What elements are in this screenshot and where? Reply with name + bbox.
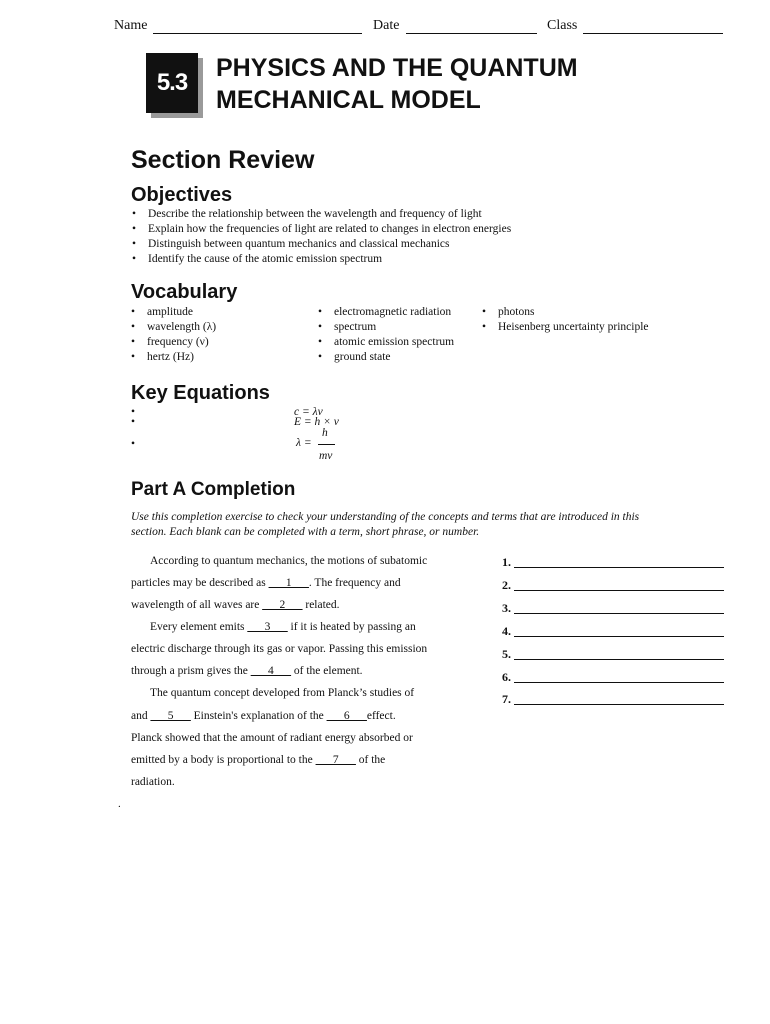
blank-1: ___1___ [268,577,309,589]
part-a-instructions: Use this completion exercise to check your understanding of the concepts and terms that are introduced in this section. Each blank can be completed with a term, short phrase, or number. [131,511,640,538]
equation-photon-energy: E = h × ν [294,416,339,428]
chapter-title [216,52,578,116]
answer-number: 7. [502,692,511,706]
equation-de-broglie-numerator: h [322,427,328,439]
answer-number: 4. [502,624,511,638]
blank-3: ___3___ [247,621,288,633]
answer-field-5[interactable] [514,659,724,660]
answer-field-4[interactable] [514,636,724,637]
fraction-bar [318,444,335,445]
passage-line-4: Every element emits ___3___ if it is heated by passing an [150,621,416,633]
vocabulary-column-2: • electromagnetic radiation • spectrum • atomic emission spectrum • ground state [318,306,455,363]
passage-line-6: through a prism gives the ___4___ of the element. [131,665,363,677]
equation-de-broglie-lhs: λ = [296,437,312,449]
objectives-heading: Objectives [131,184,233,206]
name-label: Name [114,18,148,33]
answer-number: 3. [502,601,511,615]
equation-de-broglie-denominator: mv [319,450,333,462]
objectives-list: • Describe the relationship between the wavelength and frequency of light • Explain how the frequencies of light are related to changes in electron energies • Distinguish between quantum mechanics and classical mechanics • Identify the cause of the atomic emission spectrum [132,208,512,265]
passage-line-7: The quantum concept developed from Planck’s studies of [150,687,415,699]
date-label: Date [373,18,400,33]
passage-line-9: Planck showed that the amount of radiant energy absorbed or [131,732,413,744]
blank-2: ___2___ [262,599,303,611]
equation-bullet: • [131,438,136,450]
passage-line-3: wavelength of all waves are ___2___ related. [131,599,340,611]
date-field[interactable] [406,33,537,34]
equation-bullet: • [131,406,136,418]
answer-number: 6. [502,670,511,684]
chapter-title-line-1: PHYSICS AND THE QUANTUM [216,54,578,82]
vocabulary-column-1: • amplitude • wavelength (λ) • frequency (ν) • hertz (Hz) [131,306,217,363]
passage-line-5: electric discharge through its gas or vapor. Passing this emission [131,643,428,655]
blank-5: ___5___ [150,710,191,722]
part-a-heading: Part A Completion [131,479,296,500]
equation-speed-of-light: c = λν [294,406,323,418]
blank-6: ___6___ [326,710,367,722]
equation-bullet: • [131,416,136,428]
answer-field-1[interactable] [514,567,724,568]
answer-field-6[interactable] [514,682,724,683]
vocabulary-column-3: • photons • Heisenberg uncertainty principle [482,306,649,333]
blank-7: ___7___ [315,754,356,766]
passage-line-2: particles may be described as ___1___. The frequency and [131,577,401,589]
stray-dot: . [118,798,121,810]
answer-number: 2. [502,578,511,592]
section-review-heading: Section Review [131,146,315,174]
class-field[interactable] [583,33,723,34]
passage-line-8: and ___5___ Einstein's explanation of the ___6___effect. [131,710,396,722]
passage-line-10: emitted by a body is proportional to the ___7___ of the [131,754,386,766]
passage-line-1: According to quantum mechanics, the motions of subatomic [150,555,428,567]
answer-number: 5. [502,647,511,661]
passage-line-11: radiation. [131,776,175,788]
blank-4: ___4___ [250,665,292,677]
vocabulary-heading: Vocabulary [131,281,238,303]
answer-field-7[interactable] [514,704,724,705]
answer-field-3[interactable] [514,613,724,614]
answer-field-2[interactable] [514,590,724,591]
key-equations-heading: Key Equations [131,382,270,404]
name-field[interactable] [153,33,362,34]
section-badge: 5.3 [146,53,198,113]
chapter-title-line-2: MECHANICAL MODEL [216,86,481,114]
class-label: Class [547,18,578,33]
answer-number: 1. [502,555,511,569]
